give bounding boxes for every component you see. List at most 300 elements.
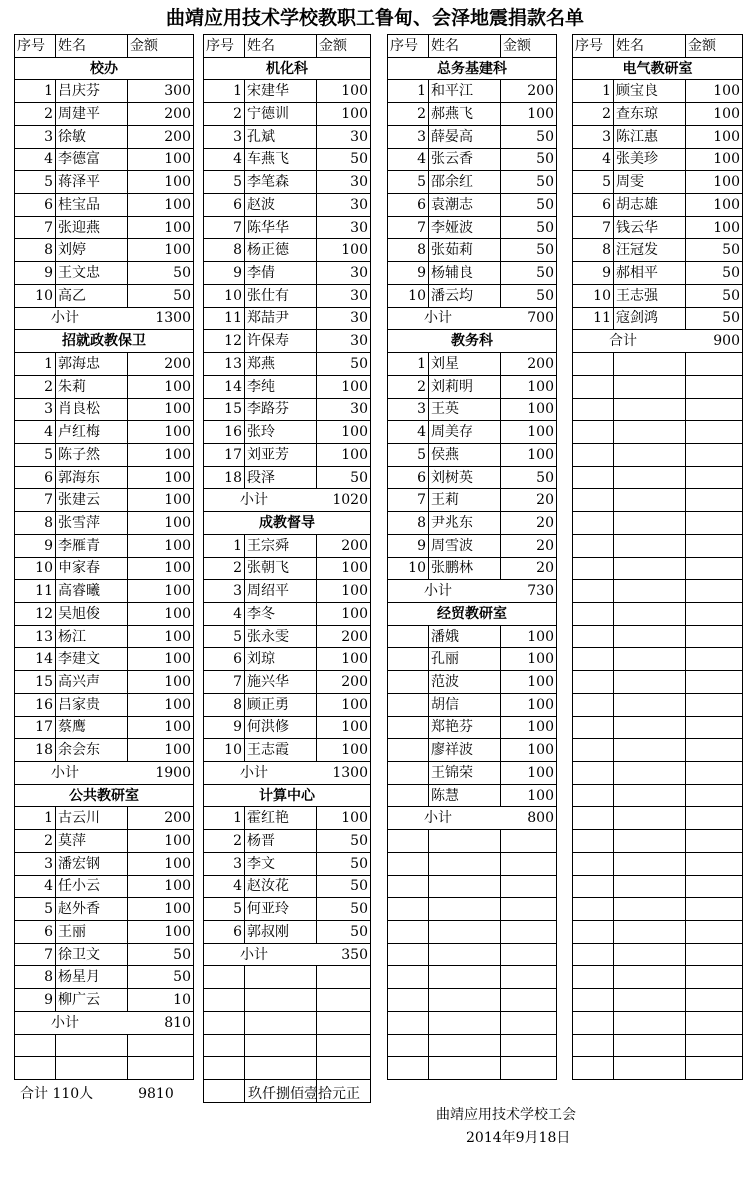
table-row [573, 921, 743, 944]
row-amount [686, 1011, 743, 1034]
row-name [614, 1034, 686, 1057]
row-number: 5 [15, 443, 56, 466]
row-name: 李笔森 [245, 171, 317, 194]
row-number: 1 [15, 353, 56, 376]
row-name: 刘树英 [429, 466, 501, 489]
row-name: 何洪修 [245, 716, 317, 739]
table-row [204, 262, 371, 285]
row-name: 侯燕 [429, 443, 501, 466]
row-name [614, 716, 686, 739]
header-no: 序号 [204, 35, 245, 58]
table-row [204, 671, 371, 694]
signature-date: 2014年9月18日 [466, 1130, 571, 1146]
row-amount: 100 [501, 784, 557, 807]
row-number: 14 [15, 648, 56, 671]
row-name: 李文 [245, 852, 317, 875]
row-name [614, 398, 686, 421]
row-number [388, 875, 429, 898]
row-number: 14 [204, 375, 245, 398]
table-row [388, 171, 557, 194]
table-row [388, 534, 557, 557]
row-number: 10 [204, 739, 245, 762]
table-row [15, 852, 194, 875]
row-number: 13 [15, 625, 56, 648]
table-row [573, 966, 743, 989]
table-row [573, 262, 743, 285]
row-number: 17 [204, 443, 245, 466]
row-number: 3 [15, 125, 56, 148]
row-number [573, 557, 614, 580]
row-name: 周美存 [429, 421, 501, 444]
row-name: 宋建华 [245, 80, 317, 103]
row-amount: 50 [501, 262, 557, 285]
row-amount: 100 [317, 103, 371, 126]
row-name: 张朝飞 [245, 557, 317, 580]
row-amount: 100 [128, 443, 194, 466]
row-number: 15 [204, 398, 245, 421]
table-row [573, 125, 743, 148]
row-name: 朱莉 [56, 375, 128, 398]
row-number: 4 [388, 421, 429, 444]
row-amount [128, 1057, 194, 1080]
table-row [204, 1034, 371, 1057]
row-number: 3 [388, 125, 429, 148]
table-row [573, 80, 743, 103]
row-amount: 50 [317, 466, 371, 489]
row-number: 18 [15, 739, 56, 762]
section-header [204, 784, 371, 807]
row-number [573, 353, 614, 376]
row-amount: 100 [501, 421, 557, 444]
table-row [388, 194, 557, 217]
row-name: 李建文 [56, 648, 128, 671]
row-number [573, 716, 614, 739]
row-name: 周建平 [56, 103, 128, 126]
row-number: 8 [15, 966, 56, 989]
table-row [15, 807, 194, 830]
row-name: 寇剑鸿 [614, 307, 686, 330]
row-amount [686, 943, 743, 966]
row-name: 胡志雄 [614, 194, 686, 217]
row-name: 张雪萍 [56, 512, 128, 535]
row-amount [501, 830, 557, 853]
row-number: 10 [388, 284, 429, 307]
table-row [573, 898, 743, 921]
row-amount [501, 1057, 557, 1080]
row-amount [686, 489, 743, 512]
row-amount [686, 466, 743, 489]
row-name: 杨辅良 [429, 262, 501, 285]
table-row [573, 602, 743, 625]
row-name [614, 830, 686, 853]
row-name: 周雯 [614, 171, 686, 194]
row-amount: 30 [317, 330, 371, 353]
row-amount: 100 [686, 216, 743, 239]
row-number: 9 [15, 262, 56, 285]
table-row [204, 989, 371, 1012]
row-amount: 20 [501, 512, 557, 535]
section-header [573, 57, 743, 80]
header-no: 序号 [388, 35, 429, 58]
row-amount [501, 875, 557, 898]
subtotal-amount: 900 [686, 330, 743, 353]
row-number: 18 [204, 466, 245, 489]
row-amount: 100 [128, 512, 194, 535]
row-amount [686, 671, 743, 694]
row-name: 陈子然 [56, 443, 128, 466]
row-number: 7 [204, 216, 245, 239]
row-number: 9 [204, 716, 245, 739]
row-name: 张仕有 [245, 284, 317, 307]
row-amount [501, 898, 557, 921]
row-name: 肖良松 [56, 398, 128, 421]
section-header [388, 602, 557, 625]
row-amount [686, 852, 743, 875]
row-amount: 50 [128, 943, 194, 966]
row-amount: 100 [501, 739, 557, 762]
row-number: 5 [204, 171, 245, 194]
row-name: 许保寿 [245, 330, 317, 353]
row-name: 周绍平 [245, 580, 317, 603]
row-number [388, 693, 429, 716]
section-title: 电气教研室 [573, 57, 743, 80]
row-name: 李娅波 [429, 216, 501, 239]
table-row [388, 921, 557, 944]
row-number: 2 [388, 103, 429, 126]
subtotal-amount: 810 [128, 1011, 194, 1034]
table-row [15, 103, 194, 126]
subtotal-row [15, 762, 194, 785]
subtotal-amount: 730 [501, 580, 557, 603]
subtotal-label: 小计 [204, 943, 317, 966]
row-number [388, 1057, 429, 1080]
row-name: 陈江惠 [614, 125, 686, 148]
table-row [388, 375, 557, 398]
row-amount: 50 [317, 852, 371, 875]
row-name: 张茹莉 [429, 239, 501, 262]
row-amount: 100 [128, 239, 194, 262]
table-row [204, 966, 371, 989]
row-amount: 50 [686, 262, 743, 285]
row-name [614, 1011, 686, 1034]
row-name [614, 648, 686, 671]
row-number [388, 989, 429, 1012]
table-row [388, 648, 557, 671]
row-number [388, 648, 429, 671]
table-row [15, 716, 194, 739]
subtotal-row [15, 1011, 194, 1034]
table-row [388, 1057, 557, 1080]
table-row [204, 125, 371, 148]
table-row [204, 330, 371, 353]
section-header [204, 512, 371, 535]
row-name: 何亚玲 [245, 898, 317, 921]
row-number: 8 [204, 693, 245, 716]
row-name: 杨正德 [245, 239, 317, 262]
row-number [573, 830, 614, 853]
row-name [614, 534, 686, 557]
row-name [614, 739, 686, 762]
header-name: 姓名 [56, 35, 128, 58]
row-number [573, 898, 614, 921]
row-amount: 100 [686, 148, 743, 171]
row-name: 顾宝良 [614, 80, 686, 103]
row-amount: 100 [317, 693, 371, 716]
table-row [204, 443, 371, 466]
row-amount: 20 [501, 489, 557, 512]
subtotal-row [204, 943, 371, 966]
table-row [573, 171, 743, 194]
row-name [429, 921, 501, 944]
table-row [573, 443, 743, 466]
row-number [573, 671, 614, 694]
row-name [429, 1034, 501, 1057]
row-name: 郑喆尹 [245, 307, 317, 330]
row-name [245, 989, 317, 1012]
table-row [573, 534, 743, 557]
table-row [388, 443, 557, 466]
row-amount: 50 [501, 216, 557, 239]
header-name: 姓名 [245, 35, 317, 58]
table-row [15, 1034, 194, 1057]
row-amount [317, 966, 371, 989]
table-row [15, 898, 194, 921]
row-amount: 100 [317, 807, 371, 830]
row-number: 15 [15, 671, 56, 694]
table-row [388, 693, 557, 716]
table-row [388, 284, 557, 307]
row-number: 5 [204, 898, 245, 921]
row-name [614, 466, 686, 489]
table-row [388, 762, 557, 785]
subtotal-label: 小计 [204, 762, 317, 785]
table-row [15, 966, 194, 989]
row-amount [686, 784, 743, 807]
row-number [573, 852, 614, 875]
row-amount [686, 716, 743, 739]
subtotal-label: 小计 [388, 580, 501, 603]
row-name [56, 1057, 128, 1080]
table-row [573, 739, 743, 762]
table-row [15, 353, 194, 376]
row-number: 6 [15, 194, 56, 217]
table-row [573, 716, 743, 739]
row-name: 郑艳芬 [429, 716, 501, 739]
row-number: 7 [573, 216, 614, 239]
row-name: 郝燕飞 [429, 103, 501, 126]
row-amount: 100 [317, 443, 371, 466]
row-name: 郝相平 [614, 262, 686, 285]
grand-total-upper: 玖仟捌佰壹拾元正 [248, 1086, 360, 1102]
row-name [614, 966, 686, 989]
table-row [388, 103, 557, 126]
row-number: 2 [388, 375, 429, 398]
row-amount: 200 [317, 534, 371, 557]
row-number: 8 [15, 512, 56, 535]
table-row [573, 216, 743, 239]
section-header [388, 57, 557, 80]
table-row [15, 1057, 194, 1080]
row-number: 3 [573, 125, 614, 148]
table-row [204, 171, 371, 194]
row-name: 胡信 [429, 693, 501, 716]
row-number: 1 [204, 80, 245, 103]
table-row [573, 693, 743, 716]
row-number: 1 [388, 80, 429, 103]
table-row [204, 148, 371, 171]
table-row [573, 807, 743, 830]
row-name: 郑燕 [245, 353, 317, 376]
row-amount: 100 [317, 557, 371, 580]
table-row [573, 353, 743, 376]
row-name: 桂宝品 [56, 194, 128, 217]
row-amount [686, 648, 743, 671]
row-amount [501, 966, 557, 989]
row-number [573, 739, 614, 762]
row-amount: 200 [128, 125, 194, 148]
subtotal-row [388, 307, 557, 330]
table-row [573, 1057, 743, 1080]
row-name: 蒋泽平 [56, 171, 128, 194]
table-row [573, 239, 743, 262]
table-row [15, 466, 194, 489]
row-name: 施兴华 [245, 671, 317, 694]
table-row [388, 852, 557, 875]
row-amount: 100 [686, 171, 743, 194]
row-name: 蔡鹰 [56, 716, 128, 739]
row-name: 吕庆芬 [56, 80, 128, 103]
row-number [388, 921, 429, 944]
row-number [204, 1080, 245, 1103]
row-number: 1 [388, 353, 429, 376]
table-row [204, 716, 371, 739]
row-amount [686, 830, 743, 853]
table-row [388, 512, 557, 535]
row-number: 4 [15, 148, 56, 171]
row-number [388, 716, 429, 739]
table-row [15, 648, 194, 671]
row-number: 8 [388, 239, 429, 262]
row-name: 杨晋 [245, 830, 317, 853]
section-header [204, 57, 371, 80]
row-amount: 50 [501, 239, 557, 262]
table-row [573, 580, 743, 603]
table-row [388, 830, 557, 853]
row-amount: 200 [501, 80, 557, 103]
subtotal-row [573, 330, 743, 353]
table-row [573, 557, 743, 580]
row-amount: 200 [128, 807, 194, 830]
table-row [15, 693, 194, 716]
table-row [388, 148, 557, 171]
row-number [573, 489, 614, 512]
row-number: 4 [573, 148, 614, 171]
table-row [573, 625, 743, 648]
row-number: 1 [204, 807, 245, 830]
row-amount: 200 [317, 625, 371, 648]
table-row [204, 807, 371, 830]
subtotal-amount: 800 [501, 807, 557, 830]
row-number [573, 1034, 614, 1057]
table-row [15, 671, 194, 694]
row-name: 郭海忠 [56, 353, 128, 376]
row-name [429, 830, 501, 853]
row-amount: 100 [128, 216, 194, 239]
row-name: 卢红梅 [56, 421, 128, 444]
row-name [429, 989, 501, 1012]
row-number: 3 [15, 398, 56, 421]
table-row [573, 671, 743, 694]
row-amount: 100 [128, 693, 194, 716]
row-name [245, 1034, 317, 1057]
page-title: 曲靖应用技术学校教职工鲁甸、会泽地震捐款名单 [165, 7, 584, 29]
row-number [388, 898, 429, 921]
row-amount: 100 [686, 103, 743, 126]
row-number: 5 [388, 171, 429, 194]
row-number: 8 [204, 239, 245, 262]
table-row [388, 625, 557, 648]
table-row [204, 580, 371, 603]
table-row [388, 421, 557, 444]
table-row [204, 284, 371, 307]
table-row [15, 580, 194, 603]
table-row [204, 898, 371, 921]
row-name: 张美珍 [614, 148, 686, 171]
row-name [614, 512, 686, 535]
table-row [573, 875, 743, 898]
row-amount [686, 989, 743, 1012]
row-name [614, 602, 686, 625]
row-number: 2 [204, 830, 245, 853]
row-name: 赵波 [245, 194, 317, 217]
table-row [388, 216, 557, 239]
row-number: 3 [15, 852, 56, 875]
row-name [429, 898, 501, 921]
row-number [573, 784, 614, 807]
row-number: 3 [204, 852, 245, 875]
row-amount: 50 [317, 921, 371, 944]
row-name: 王志强 [614, 284, 686, 307]
row-number [573, 807, 614, 830]
row-name: 高乙 [56, 284, 128, 307]
row-name: 杨江 [56, 625, 128, 648]
table-row [573, 1011, 743, 1034]
row-number: 7 [15, 216, 56, 239]
row-amount: 50 [686, 284, 743, 307]
row-amount: 50 [686, 239, 743, 262]
row-name: 郭海东 [56, 466, 128, 489]
row-name: 柳广云 [56, 989, 128, 1012]
row-number [573, 625, 614, 648]
table-row [573, 148, 743, 171]
table-row [15, 875, 194, 898]
table-row [15, 194, 194, 217]
table-row [388, 80, 557, 103]
row-name: 刘星 [429, 353, 501, 376]
row-number [573, 375, 614, 398]
row-name: 孔丽 [429, 648, 501, 671]
row-name: 李倩 [245, 262, 317, 285]
row-number: 10 [388, 557, 429, 580]
row-name: 刘琼 [245, 648, 317, 671]
row-number [388, 739, 429, 762]
section-title: 计算中心 [204, 784, 371, 807]
row-number [573, 989, 614, 1012]
row-amount: 100 [128, 716, 194, 739]
row-name [614, 852, 686, 875]
row-amount: 20 [501, 557, 557, 580]
table-row [15, 80, 194, 103]
